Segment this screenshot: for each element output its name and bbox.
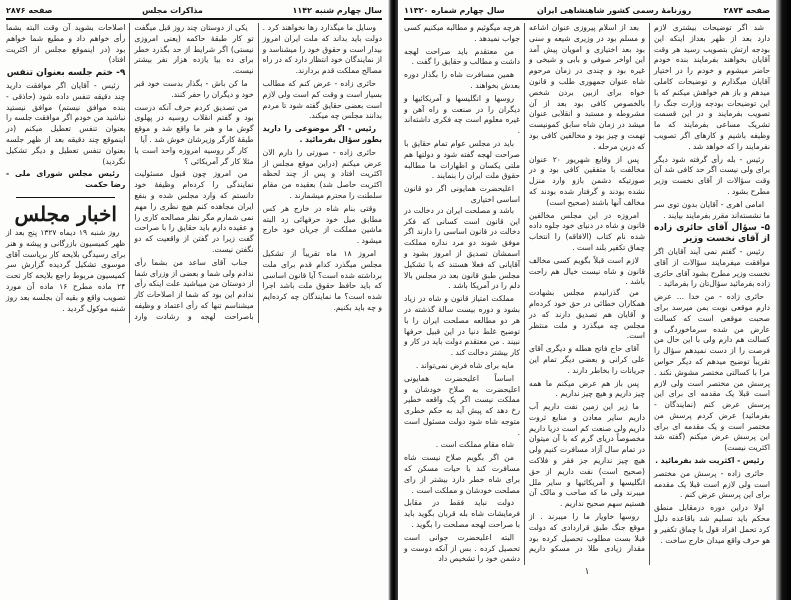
paragraph: وسایل ما میگذارد رها نخواهند کرد . دولت باید بداند که ملت ایران امروز بیدار است و حقوق خود را میشناسد و از نمایندگان خود انتظار دارد که در راه مصالح مملکت قدم بردارند. — [262, 23, 382, 76]
left-page-header — [6, 4, 382, 17]
paragraph: ما کن باش - بگذار بدست خود قبر خود و دیگران را حفر کنند. — [134, 78, 254, 99]
paragraph: کار گر روسیه امروزه واحد است یا مثلا کار گر آمریکائی ؟ — [134, 145, 254, 166]
paragraph: امروزه در این مجلس مخالفین قانون و شاه در دنیای خود جلوه داده شده نام کتاب (الافاقه) را انتخاب چماق تکفیر بلند است . — [529, 210, 645, 252]
paragraph: یکی از دوستان چند روز قبل میگفت تو کار طبقهٔ حاکمه (یعنی امروزی نیستی) اگر شرایط از حد بگذرد خطر برای ده بیا یازده هزار نفر بیشتر نیست. — [134, 23, 254, 76]
left-page-columns — [6, 23, 382, 323]
paragraph: البته اعلیحضرت جوانی است تحصیل کرده . بس از آنکه دوست و دشمن خود را تشخیص داد — [404, 532, 520, 564]
news-section — [6, 228, 125, 314]
paragraph: مملکت امتیاز قانون و شاه در زیاد بشود و دوره بیست سالهٔ گذشته در هر دو مطالعه مصلحت ایران را با توضیح غلط دنیا در این قبیل حرفها نبیند . من معتقدم دولت باید در کار و کار بیشتر دخالت کند . — [404, 294, 520, 358]
paragraph: من گذرانیدم مجلس بشهادت همکاران خطائی در حق خود کرده‌ام و آقایان هم تصدیق دارند که در مجلس چه میگذرد و ملت منتظر است. — [529, 288, 645, 341]
paragraph: رئیس - اکثریت شد بفرمائید . — [655, 456, 764, 466]
section-rule — [16, 197, 115, 198]
header-page-number: صفحه ۲۸۷۶ — [6, 6, 53, 15]
column-left — [404, 206, 520, 566]
paragraph: من امروز چون قبول مسئولیت نمایندگی را کرده‌ام وظیفهٔ خود دانستم که وارد مجلس شده و بنفع ایران مجاهده کنم هیچ نظری را مهم نمی شمارم مگر نظر مصالحه کاری را و عقیده دارم باید حقایق را با صراحت گفت زیرا در گفتن از واقعیت که دو نگفتن نیست. — [134, 169, 254, 254]
paragraph: شد اگر توضیحات بیشتری لازم دارد بعد از ظهر بعداز اینکه این بودجه ارتش بتصویب رسید هر وقت آقایان بخواهند بفرمایند بنده خودم حاضر میشوم و خودم را در اختیار آقایان میگذارم و توضیحات کاملی میدهم و باز هم خواهش میکنم که با این توضیحات بودجه وزارت جنگ را تصویب بفرمایند و در این قسمت تشریک مساعی بفرمایند که ما وظیفه باشیم و کارهای اگر تصویب نفرمایند را که خواهد شد . — [654, 23, 770, 151]
paragraph: آقای حاج فاتح هطله و دیگری آقای علی کرانی و بعضی دیگر تمام این جریانات را بخاطر دارند . — [529, 344, 645, 375]
paragraph: جناب آقای ساعد من بشما رأی ندادم ولی شما و بعضی از وزرای شما از دوستان من میباشید علت اینکه رأی ندادم این بود که شما از اصلاحات کار میشناسم تنها که رأی اعتماد و وظیفه باصراحت لهجه و رشادت وارد اصلاحات بشوید آن وقت البته بشما رأی خواهم داد و مطیع شما خواهم بود (در اینموقع مجلس از اکثریت افتاد) — [6, 23, 254, 321]
paragraph: روسها و انگلیسها و آمریکائیها و دیگران را در صنعت و راه آهن و غیره معلوم است چه فکری داشته‌اند . — [404, 93, 520, 136]
left-page — [0, 0, 388, 600]
section-heading: ۵- سؤال آقای حائری زاده از آقای نخست وزیر — [654, 223, 770, 245]
paragraph: من تصدیق کردم حرف آنکه درست بود و گفتم انقلاب روسیه در پهلوی گوش ما و هنر ما واقع شد و موقع طبقهٔ کارگر وزیرشان خوش شد . آیا — [134, 102, 254, 144]
section-heading: ۹- ختم جلسه بعنوان تنفس — [6, 68, 126, 79]
paragraph: امروز ۱۸ ماه تقریباً از تشکیل مجلس میگذرد کدام قدم برای ملت برداشته شده است؟ آیا قانون اساسی که باید حافظ حقوق ملت باشد اجرا شده است؟ ما نمایندگان چه کرده‌ایم و چه باید بکنیم. — [262, 248, 382, 312]
paragraph: رئیس - آقایان اگر موافقت دارید چند دقیقه تنفس داده شود (حاذقی - بنده موافق نیستم) موافق نیستید نباشید من خودم اگر موافقت جلسه را بعنوان تنفس تعطیل میکنم (در اینموقع چند دقیقه بعد از ظهر جلسه بعنوان تنفس تعطیل و دیگر تشکیل نگردید) — [6, 80, 126, 166]
paragraph: بعد از اسلام پیروزی عنوان اشاعه و مسلم بود در وزیری شیعه و سنی بود بعد اختیاری و امویان پیش آمد این اواخر صوفی و بابی و شیخی و غیره بود و چندی در زمان مرحوم شاه عنوان جمهوری طلب و قانون خواه برای ازبین بردن شخص بالخصوص کافی بود بعد از آن مشروطه و مستبد و انقلابی عنوان میشد در زمان شاه سابق کمونیست تهمت و چیز بود و مخالفین کافی بود که درین مرحله . — [529, 23, 645, 151]
header-section: مذاکرات مجلس — [142, 6, 203, 15]
paragraph: روسها خاویار ما را میبرند . از موقع جنگ طبق قراردادی که دولت قبلا بست مطلوب تحصیل کرده بود مقدار زیادی طلا در مسکو داریم هرچه میگوئیم و مطالبه میکنیم کسی جواب نمیدهد . — [404, 23, 645, 554]
paragraph: اولا دراین دوره درمقابل منطق محکم باید تسلیم شد باقاعده دلیل کرد تحمل افراد قول با چماق تکفیر و هو حرف واقع میدان خارج ساخت . — [654, 503, 770, 545]
paragraph: من اگر بگویم صلاح نیست شاه مسافرت کند با حیات مسکن که برای شاه خطر دارد بیشتر از رای مصلحت خودشان و مملکت است . — [404, 453, 520, 495]
paragraph: باشد و مصلحت ایران در دخالت در این قانون است کسانی که فکر دخالت در قانون اساسی را دارند اگر موفق شوند دو مرد نداره مملکت اسمشان تصدیق از امروز بشود و آقایانی که فعلا هستند که با تشکیل مجلس طبق قانون بعد در مجلس بالا دلم را در آمریکا باشد . — [404, 205, 520, 291]
paragraph: وقتی بنام شاه در خارج هر کس مطابق میل خود حرفهائی زد البته ماشین مملکت از جریان خود خارج میشود . — [262, 203, 382, 246]
paragraph: حائری زاده - صورتی را دارم الان عرض میکنم (دراین موقع مجلس از اکثریت افتاد و پس از چند لحظه اکثریت حاصل شد) بعقیده من مقام سلطنت را محترم میشمارند . — [262, 147, 382, 200]
paragraph: مایه برای شاه فرض نمی‌تواند . — [415, 360, 514, 370]
page-number: ۱ — [584, 567, 590, 578]
header-year: سال چهارم شنبه ۱۱۴۲ — [292, 6, 382, 15]
right-page-header — [404, 4, 770, 17]
paragraph: رئیس مجلس شورای ملی - رضا حکمت — [6, 169, 126, 190]
book-spine — [388, 0, 398, 600]
paragraph: شاه مقام مملکت است . — [435, 440, 514, 450]
paragraph: لازم است قبلاً بگویم کسی مخالف قانون و شاه نیست خیال هم راحت باشد . — [529, 255, 645, 287]
paragraph: دولت نباید فقط در مقابل فرمایشات شاه بله قربان بگوید باید با صراحت لهجه مصلحت را بگوید . — [404, 498, 520, 530]
paragraph: رئیس - اگر موضوعی را دارید بطور سؤال بفرمائید . — [262, 124, 382, 144]
header-year: سال چهارم شماره ۱۱۳۲۰ — [404, 6, 505, 15]
paragraph: حائری زاده - عرض کنم که مطالب بسیار است و وقت کم است ولی لازم است بعضی حقایق گفته شود تا مردم بدانند مجلس چه میکند. — [262, 78, 382, 121]
header-page-number: صفحه ۲۸۷۴ — [723, 6, 770, 15]
news-section-title: اخبار مجلس — [14, 201, 117, 226]
page-edge — [776, 0, 791, 600]
column-right — [263, 23, 382, 247]
header-rule — [6, 18, 382, 20]
header-title: روزنامهٔ رسمی کشور شاهنشاهی ایران — [537, 6, 692, 15]
news-text: روز شنبه ۱۹ دیماه ۱۳۲۷ پنج بعد از ظهر کمیسیون بازرگانی و پیشه و هنر برای رسیدگی بلایحه کار بریاست آقای موسوی تشکیل گردیده گزارش سر کمیسیون مربوط راجع بلایحه کار تحت ۲۴ ماده مطرح ۱۶ ماده آن مورد تصویب واقع و بقیه آن بجلسه بعد روز شنبه موکول گردید . — [6, 227, 126, 313]
paragraph: حائری زاده - پرسش من مختصر است ولی لازم است قبلا یک مقدمه برای این پرسش عرض کنم . — [654, 468, 770, 500]
paragraph: امامی اهری - آقایان بدون توی سر ما نشسته‌اند مقرر بفرمایند بیایند . — [654, 199, 770, 220]
right-page-columns — [404, 23, 770, 565]
paragraph: من معتقدم باید صراحت لهجه داشت و مطالب و حقایق را گفت . — [404, 46, 520, 67]
right-page — [398, 0, 776, 600]
paragraph: ما زیر این زمین نفت داریم آب داریم سایر معادن و منابع ثروت داریم ولی صنعت کم است دریا داریم مخصوصاً دریای گرم که با آن میتوان در تمام سال آزاد مسافرت کنیم ولی هیچ چیز نداریم جز فقر و فلاکت (صحیح است) نفت داریم از حق انگلیسها و آمریکائیها و سایر ملل میبرند ولی ما که صاحب و مالک آن هستیم سهم صحیح نداریم . — [529, 402, 645, 509]
paragraph: رئیس - گفتم نمی آیند آقایان اگر موافقت میفرمایند سؤالات از آقای نخست وزیر مطرح بشود آقای حائری زاده بفرمائید سؤال‌تان را بفرمائید . — [654, 246, 770, 289]
paragraph: اعلیحضرت همایونی اگر دو قانون اساسی اختیاری — [404, 184, 520, 204]
paragraph: رئیس - بله رأی گرفته شود دیگر برای ولی نیست اگر حد کافی شد آن وقت سؤالات از آقای نخست وزیر مطرح بشود . — [654, 154, 770, 196]
paragraph: اساساً اعلیحضرت همایونی اعلیحضرت به صلاح خودشان و مملکت نیست اگر یک واقعه خطیر رخ دهد که پیش آید به حکم خطری متوجه شاه شود دولت مسئول است . — [404, 373, 520, 437]
paragraph: حائری زاده - من خدا ... عرض دارم موقعی نوبت بمن میرسد برای صحبت موقعی است که کسالت عارض من شده سرماخوردگی و کسالت هم دارم ولی با این حال من فرصت را از دست نمیدهم سؤال را تقریباً توضیح میدهم که دیگر حواس مرا با کسالتی مختصر مشوش نکند . پرسش من مختصر است ولی لازم است قبلا یک مقدمه ای برای این پرسش عرض کنم (نمایندگان - بفرمائید) عرض کردم پرسش من مختصر است و یک مقدمه ای برای این پرسش عرض میکنم (گفته شد اکثریت نیست) — [654, 292, 770, 453]
paragraph: پس باز هم عرض میکنم ما همه چیز داریم و هیچ چیز نداریم . — [529, 378, 645, 399]
paragraph: باید در مجلس عوام تمام حقایق با صراحت لهجه گفته شود و دولتها هم ملتی یکسان و اظهارات ما مطالبه حقوق ملت ایران را بنمایند . — [404, 138, 520, 181]
header-rule — [404, 18, 770, 20]
paragraph: پس از وقایع شهریور ۲۰ عنوان مخالفت با متفقین کافی بود و در صورتیکه دشمن بازو وارد منزل نشده بودند و گرفتار شده بودند که مخالف آنها باشند (صحیح است) — [529, 154, 645, 207]
paragraph: همین مسافرت شاه را بگذار دوره بعدش بخواهند . — [404, 70, 520, 90]
